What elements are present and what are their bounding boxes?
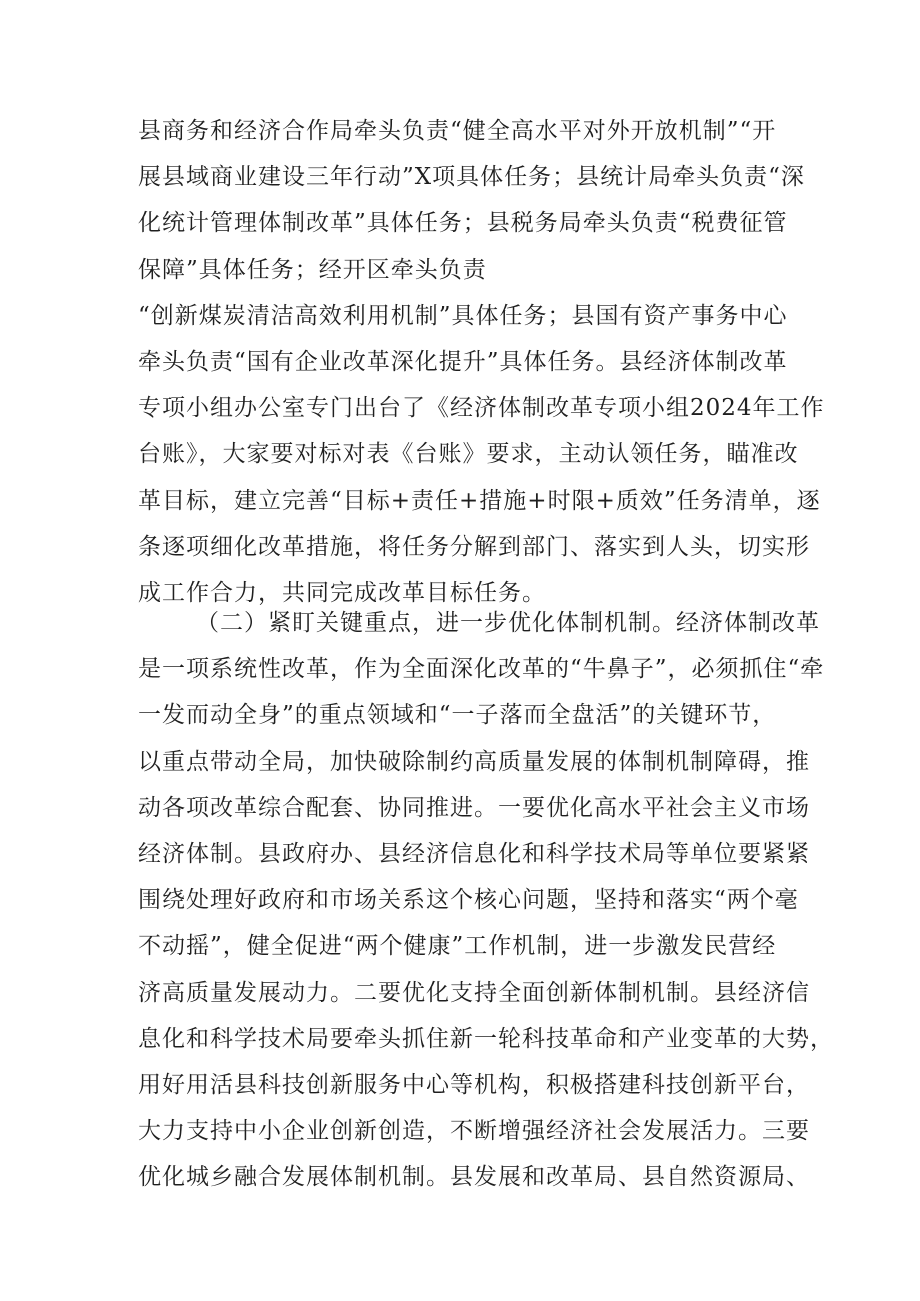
paragraph-1-line: 台账》，大家要对标对表《台账》要求，主动认领任务，瞄准改: [138, 441, 799, 468]
paragraph-1-line: 牵头负责“国有企业改革深化提升”具体任务。县经济体制改革: [138, 348, 788, 375]
paragraph-1-line: 化统计管理体制改革”具体任务；县税务局牵头负责“税费征管: [138, 210, 788, 237]
paragraph-2-line: 围绕处理好政府和市场关系这个核心问题，坚持和落实“两个毫: [138, 887, 799, 914]
paragraph-1-line: 革目标，建立完善“目标+责任+措施+时限+质效”任务清单，逐: [138, 487, 821, 514]
paragraph-1-line: 保障”具体任务；经开区牵头负责: [138, 256, 487, 283]
paragraph-1-line: “创新煤炭清洁高效利用机制”具体任务；县国有资产事务中心: [138, 302, 788, 329]
paragraph-2-line: 大力支持中小企业创新创造，不断增强经济社会发展活力。三要: [138, 1118, 810, 1145]
paragraph-1-line: 专项小组办公室专门出台了《经济体制改革专项小组2024年工作: [138, 395, 825, 422]
paragraph-2-line: 动各项改革综合配套、协同推进。一要优化高水平社会主义市场: [138, 794, 810, 821]
paragraph-2: [138, 600, 834, 1200]
paragraph-2-line: 一发而动全身”的重点领域和“一子落而全盘活”的关键环节，: [138, 702, 777, 729]
paragraph-1-line: 成工作合力，共同完成改革目标任务。: [138, 579, 546, 606]
paragraph-2-line: 优化城乡融合发展体制机制。县发展和改革局、县自然资源局、: [138, 1164, 810, 1191]
paragraph-1-line: 条逐项细化改革措施，将任务分解到部门、落实到人头，切实形: [138, 533, 810, 560]
paragraph-2-line: 是一项系统性改革，作为全面深化改革的“牛鼻子”，必须抓住“牵: [138, 656, 825, 683]
paragraph-2-first-line: （二）紧盯关键重点，进一步优化体制机制。经济体制改革: [196, 610, 820, 636]
paragraph-2-line: 经济体制。县政府办、县经济信息化和科学技术局等单位要紧紧: [138, 840, 810, 867]
paragraph-2-line: 济高质量发展动力。二要优化支持全面创新体制机制。县经济信: [138, 979, 810, 1006]
paragraph-2-line: 以重点带动全局，加快破除制约高质量发展的体制机制障碍，推: [138, 748, 810, 775]
paragraph-1: [138, 108, 825, 616]
paragraph-1-line: 展县域商业建设三年行动”X项具体任务；县统计局牵头负责“深: [138, 164, 805, 191]
paragraph-1-line: 县商务和经济合作局牵头负责“健全高水平对外开放机制”“开: [138, 118, 777, 144]
paragraph-2-line: 用好用活县科技创新服务中心等机构，积极搭建科技创新平台，: [138, 1071, 810, 1098]
paragraph-2-line: 不动摇”，健全促进“两个健康”工作机制，进一步激发民营经: [138, 933, 777, 960]
paragraph-2-line: 息化和科学技术局要牵头抓住新一轮科技革命和产业变革的大势，: [138, 1025, 834, 1052]
